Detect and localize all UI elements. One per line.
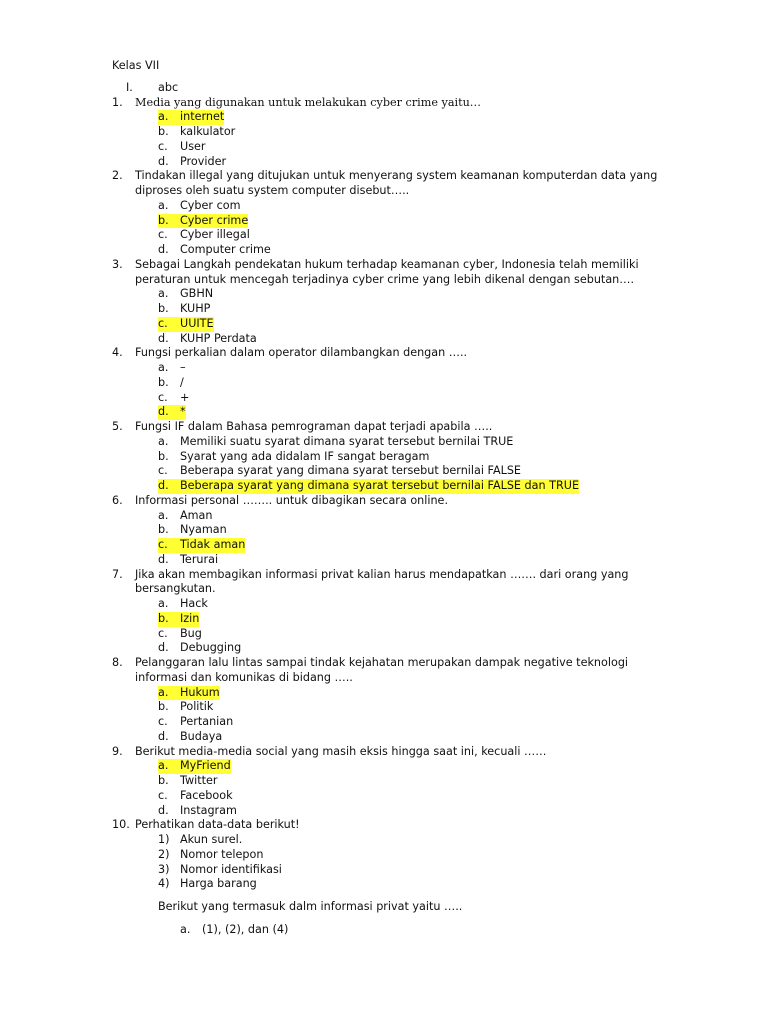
answer-option [158,715,672,730]
answer-option [158,479,672,494]
class-label: Kelas VII [112,59,160,72]
option-label: a. [158,759,169,773]
option-label: 4) [158,877,170,891]
option-text: Izin [180,611,200,625]
question-item [112,656,672,745]
answer-option [158,789,672,804]
question-number: 1. [112,95,123,109]
option-label: b. [158,611,169,625]
option-label: c. [158,788,168,802]
option-label: a. [158,110,169,124]
question-item [112,818,672,937]
option-label: b. [158,523,169,537]
sub-answer-option [180,923,672,938]
option-label: a. [158,434,169,448]
answer-option [158,405,672,420]
option-text: / [180,375,184,389]
option-text: kalkulator [180,125,236,138]
answer-option [158,627,672,642]
question-list [112,96,672,938]
option-text: Debugging [180,641,242,655]
option-label: b. [158,449,169,463]
option-text: Hukum [180,685,220,699]
answer-option [158,877,672,892]
option-text: + [180,390,190,404]
question-text: Fungsi perkalian dalam operator dilambangkan dengan ….. [135,346,468,360]
option-text: Computer crime [180,243,271,256]
question-text: Pelanggaran lalu lintas sampai tindak kejahatan merupakan dampak negative teknologi informasi dan komunikas di bidang ….. [135,656,629,684]
option-label: d. [158,154,169,168]
option-text: GBHN [180,287,214,301]
option-label: c. [158,538,168,551]
question-item [112,745,672,819]
option-label: d. [158,552,169,566]
question-text: Perhatikan data-data berikut! [135,818,300,832]
option-text: (1), (2), dan (4) [202,922,289,936]
question-item [112,568,672,657]
answer-option [158,243,672,258]
option-text: Provider [180,154,227,168]
question-text: Informasi personal …….. untuk dibagikan secara online. [135,493,448,507]
question-text: Berikut media-media social yang masih eksis hingga saat ini, kecuali …… [135,744,547,758]
answer-option [158,214,672,229]
option-text: Tidak aman [180,538,246,551]
answer-option [158,376,672,391]
question-number: 9. [112,744,123,758]
answer-option [158,848,672,863]
option-text: Harga barang [180,877,257,891]
option-label: a. [158,361,169,374]
answer-option [158,553,672,568]
answer-option [158,464,672,479]
option-label: c. [158,139,168,153]
question-item [112,96,672,170]
option-text: UUITE [180,316,214,330]
answer-option [158,450,672,465]
option-label: 2) [158,847,170,861]
answer-option [158,332,672,347]
answer-option [158,140,672,155]
question-item [112,346,672,420]
question-text: Tindakan illegal yang ditujukan untuk menyerang system keamanan komputerdan data yang diproses oleh suatu system computer disebut….. [135,169,658,197]
option-text: Cyber com [180,198,241,212]
answer-option [158,597,672,612]
option-label: d. [158,479,169,492]
option-label: a. [158,597,169,610]
question-text: Jika akan membagikan informasi privat kalian harus mendapatkan ……. dari orang yang bersangkutan. [135,567,629,596]
option-text: Hack [180,597,208,610]
option-label: c. [158,390,168,404]
option-text: Terurai [180,552,219,566]
answer-option [158,125,672,140]
answer-option [158,641,672,656]
option-label: b. [158,302,169,315]
option-label: 1) [158,833,170,846]
option-text: * [180,405,186,419]
answer-option [158,287,672,302]
option-label: c. [158,715,168,728]
question-text: Media yang digunakan untuk melakukan cyber crime yaitu… [135,95,481,109]
option-label: d. [158,803,169,817]
answer-option [158,759,672,774]
answer-option [158,110,672,125]
option-text: User [180,139,206,153]
section-heading [112,81,712,96]
option-label: d. [158,405,169,419]
answer-option [158,804,672,819]
option-text: Twitter [180,774,218,787]
option-label: a. [180,922,191,936]
option-label: b. [158,213,169,227]
option-label: a. [158,287,169,301]
option-label: b. [158,700,169,714]
question-item [112,258,672,347]
option-label: a. [158,685,169,699]
question-number: 4. [112,346,123,360]
question-number: 7. [112,567,123,581]
option-label: c. [158,626,168,640]
option-text: Bug [180,626,202,640]
option-text: Memiliki suatu syarat dimana syarat tersebut bernilai TRUE [180,434,514,448]
answer-option [158,833,672,848]
answer-option [158,317,672,332]
option-text: Cyber crime [180,213,249,227]
question-item [112,169,672,258]
answer-option [158,391,672,406]
option-label: d. [158,331,169,345]
option-text: MyFriend [180,759,231,773]
answer-option [158,700,672,715]
answer-option [158,523,672,538]
option-label: d. [158,243,169,256]
question-item [112,494,672,568]
option-text: – [180,361,186,374]
option-label: b. [158,375,169,389]
answer-option [158,228,672,243]
option-text: Aman [180,508,213,522]
question-text: Fungsi IF dalam Bahasa pemrograman dapat terjadi apabila ….. [135,420,493,433]
answer-option [158,686,672,701]
option-label: b. [158,125,169,138]
answer-option [158,774,672,789]
option-label: c. [158,464,168,478]
question-number: 2. [112,169,123,183]
answer-option [158,435,672,450]
answer-option [158,155,672,170]
answer-option [158,509,672,524]
section-title: abc [158,81,179,94]
section-numeral: I. [126,81,133,94]
option-text: Nyaman [180,523,227,537]
option-text: Akun surel. [180,833,243,846]
option-text: Beberapa syarat yang dimana syarat tersebut bernilai FALSE [180,464,521,478]
option-text: Cyber illegal [180,228,250,242]
question-text: Sebagai Langkah pendekatan hukum terhadap keamanan cyber, Indonesia telah memiliki peraturan untuk mencegah terjadinya cyber crime yang lebih dikenal dengan sebutan…. [135,257,639,286]
option-text: KUHP Perdata [180,331,257,345]
option-text: Syarat yang ada didalam IF sangat beragam [180,449,430,463]
option-label: c. [158,228,168,242]
question-number: 6. [112,493,123,507]
option-label: 3) [158,862,170,876]
option-text: Nomor telepon [180,847,264,861]
option-label: c. [158,316,168,330]
option-text: Instagram [180,803,237,817]
question-number: 3. [112,257,123,271]
answer-option [158,730,672,745]
answer-option [158,302,672,317]
option-text: Beberapa syarat yang dimana syarat tersebut bernilai FALSE dan TRUE [180,479,580,492]
option-text: internet [180,110,225,124]
question-number: 8. [112,656,123,669]
option-label: a. [158,508,169,522]
option-label: d. [158,641,169,655]
option-label: d. [158,729,169,743]
question-number: 10. [112,818,130,832]
sub-question-text: Berikut yang termasuk dalm informasi privat yaitu ….. [158,900,463,913]
question-number: 5. [112,420,123,433]
option-text: Pertanian [180,715,234,728]
answer-option [158,199,672,214]
option-text: Politik [180,700,214,714]
answer-option [158,538,672,553]
answer-option [158,612,672,627]
option-label: b. [158,774,169,787]
option-text: KUHP [180,302,211,315]
answer-option [158,863,672,878]
option-text: Budaya [180,729,223,743]
option-text: Facebook [180,788,233,802]
question-item [112,420,672,494]
option-label: a. [158,198,169,212]
option-text: Nomor identifikasi [180,862,282,876]
answer-option [158,361,672,376]
